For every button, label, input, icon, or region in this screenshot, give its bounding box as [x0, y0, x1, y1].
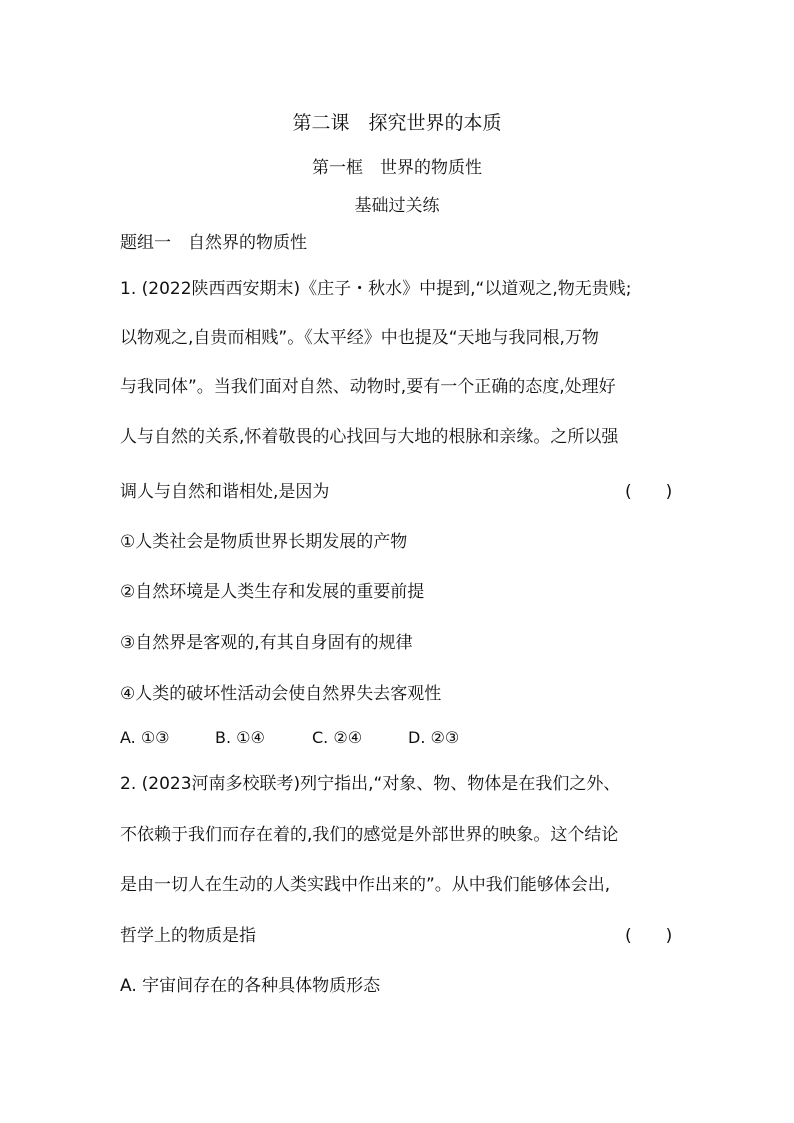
q2-line: 不依赖于我们而存在着的,我们的感觉是外部世界的映象。这个结论	[120, 825, 619, 845]
q1-statement-1: ①人类社会是物质世界长期发展的产物	[120, 532, 408, 552]
q1-line: 与我同体”。当我们面对自然、动物时,要有一个正确的态度,处理好	[120, 377, 616, 397]
q1-choice-d[interactable]: D. ②③	[408, 728, 460, 747]
q2-line: 2. (2023河南多校联考)列宁指出,“对象、物、物体是在我们之外、	[120, 774, 621, 794]
q1-choice-b[interactable]: B. ①④	[215, 728, 265, 747]
q1-statement-4: ④人类的破坏性活动会使自然界失去客观性	[120, 684, 442, 704]
q1-line: 1. (2022陕西西安期末)《庄子・秋水》中提到,“以道观之,物无贵贱;	[120, 279, 632, 299]
q1-statement-2: ②自然环境是人类生存和发展的重要前提	[120, 582, 425, 602]
section-title: 第一框 世界的物质性	[312, 158, 482, 178]
q1-line: 调人与自然和谐相处,是因为	[120, 482, 330, 502]
q1-line: 人与自然的关系,怀着敬畏的心找回与大地的根脉和亲缘。之所以强	[120, 427, 619, 447]
q2-line: 哲学上的物质是指	[120, 926, 256, 946]
q1-choice-a[interactable]: A. ①③	[120, 728, 170, 747]
q1-statement-3: ③自然界是客观的,有其自身固有的规律	[120, 633, 413, 653]
practice-title: 基础过关练	[354, 196, 440, 216]
lesson-title: 第二课 探究世界的本质	[292, 112, 502, 134]
q1-choice-c[interactable]: C. ②④	[312, 728, 363, 747]
q2-answer-blank[interactable]: ( )	[625, 926, 673, 946]
group-title: 题组一 自然界的物质性	[120, 233, 307, 253]
q1-line: 以物观之,自贵而相贱”。《太平经》中也提及“天地与我同根,万物	[120, 328, 599, 348]
q2-choice-a[interactable]: A. 宇宙间存在的各种具体物质形态	[120, 976, 381, 996]
q2-line: 是由一切人在生动的人类实践中作出来的”。从中我们能够体会出,	[120, 875, 611, 895]
q1-answer-blank[interactable]: ( )	[625, 482, 673, 502]
